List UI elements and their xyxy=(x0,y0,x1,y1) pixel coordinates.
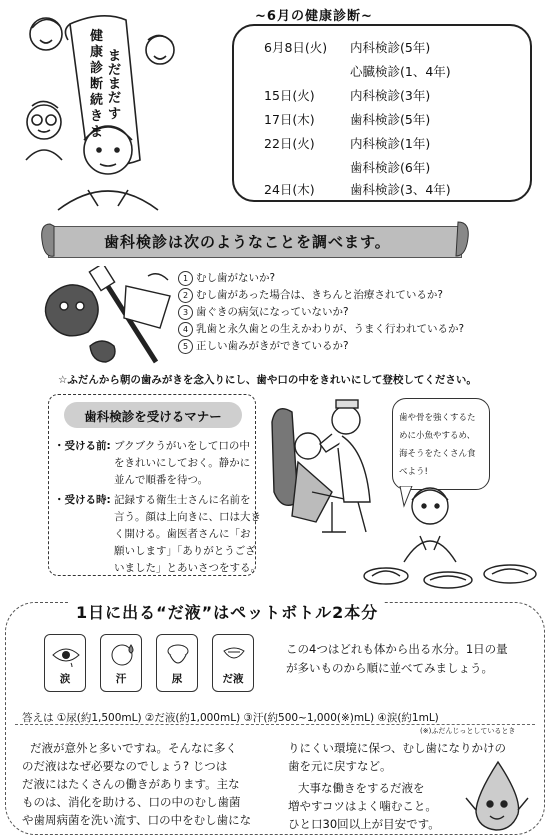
schedule-row: 17日(木) 歯科検診(5年) xyxy=(264,112,431,127)
svg-text:す: す xyxy=(108,107,122,122)
fluid-card-saliva: だ液 xyxy=(212,634,254,692)
saliva-title: 1日に出る“だ液”はペットボトル2本分 xyxy=(70,600,384,623)
manner-during-line: いました」とあいさつをする。 xyxy=(114,562,261,574)
saliva-body-line: だ液にはたくさんの働きがあります。主な xyxy=(22,777,240,791)
saliva-body-line: ものは、消化を助ける、口の中のむし歯菌 xyxy=(22,795,241,809)
dental-check-item: 5 正しい歯みがきができているか? xyxy=(178,338,349,354)
dental-check-item: 3 歯ぐきの病気になっていないか? xyxy=(178,304,349,320)
saliva-drop-character xyxy=(462,758,534,834)
svg-text:ま: ま xyxy=(108,49,122,64)
sweat-icon xyxy=(109,641,135,669)
saliva-body-line: だ液が意外と多いですね。そんなに多く xyxy=(30,741,237,755)
eye-icon xyxy=(51,643,81,667)
saliva-body-line: ひと口30回以上が目安です。 xyxy=(288,817,440,831)
manner-before-line: ブクブクうがいをして口の中 xyxy=(114,440,250,452)
manner-during-line: 願いします」「ありがとうござ xyxy=(114,545,256,557)
schedule-box xyxy=(232,24,532,202)
schedule-row: 22日(火) 内科検診(1年) xyxy=(264,136,431,151)
manner-title-pill xyxy=(64,402,242,428)
manner-before-line: 並んで順番を待つ。 xyxy=(114,474,209,486)
dental-check-item: 1 むし歯がないか? xyxy=(178,270,275,286)
svg-text:ま: ま xyxy=(108,77,122,92)
svg-text:ま: ま xyxy=(90,125,104,140)
manner-title: 歯科検診を受けるマナー xyxy=(84,409,222,424)
manner-during-line: く開ける。歯医者さんに「お xyxy=(114,528,251,540)
toilet-icon xyxy=(165,641,191,669)
answer-divider xyxy=(15,724,535,725)
scroll-end-left-icon xyxy=(40,220,62,260)
june-schedule-title: ~6月の健康診断~ xyxy=(255,9,373,24)
boy-eating-illustration xyxy=(360,480,545,592)
mouth-icon xyxy=(221,641,247,669)
schedule-row: 歯科検診(6年) xyxy=(350,160,431,175)
svg-text:断: 断 xyxy=(90,77,104,92)
saliva-body-line: のだ液はなぜ必要なのでしょう? じつは xyxy=(22,759,228,773)
saliva-answer-note: (※)ふだんじっとしているとき xyxy=(420,727,516,735)
health-check-illustration xyxy=(18,10,228,215)
fluid-card-tears: 涙 xyxy=(44,634,86,692)
speech-bubble: 歯や骨を強くするた めに小魚やするめ、 海そうをたくさん食 べよう! xyxy=(392,398,490,490)
svg-text:き: き xyxy=(90,109,104,124)
germ-toothbrush-illustration xyxy=(30,266,180,366)
dental-heading: 歯科検診は次のようなことを調べます。 xyxy=(104,233,391,251)
dental-heading-banner xyxy=(48,220,468,260)
saliva-answer: 答えは ①尿(約1,500mL) ②だ液(約1,000mL) ③汗(約500~1,000(※)mL) ④涙(約1mL) xyxy=(22,712,439,724)
saliva-body-line: や歯周病菌を洗い流す、口の中をむし歯にな xyxy=(22,813,252,827)
schedule-row: 15日(火) 内科検診(3年) xyxy=(264,88,431,103)
dental-check-item: 2 むし歯があった場合は、きちんと治療されているか? xyxy=(178,287,443,303)
scroll-char-1: 健 xyxy=(90,29,104,44)
saliva-body-line: 大事な働きをするだ液を xyxy=(298,781,425,795)
saliva-body-line: 増やすコツはよく噛むこと。 xyxy=(288,799,437,813)
manner-during-label: ・受ける時: xyxy=(54,494,111,506)
svg-text:だ: だ xyxy=(108,91,122,106)
svg-text:だ: だ xyxy=(108,63,122,78)
scroll-end-right-icon xyxy=(452,220,474,260)
schedule-row: 心臓検診(1、4年) xyxy=(350,64,451,79)
schedule-row: 6月8日(火) 内科検診(5年) xyxy=(264,40,431,55)
schedule-row: 24日(木) 歯科検診(3、4年) xyxy=(264,182,451,197)
manner-before-label: ・受ける前: xyxy=(54,440,111,452)
manner-during-line: 言う。顔は上向きに、口は大き xyxy=(114,511,261,523)
brushing-tip: ☆ふだんから朝の歯みがきを念入りにし、歯や口の中をきれいにして登校してください。 xyxy=(58,374,477,386)
saliva-intro-line: が多いものから順に並べてみましょう。 xyxy=(286,661,493,675)
manner-during-line: 記録する衛生士さんに名前を xyxy=(114,494,251,506)
saliva-body-line: りにくい環境に保つ、むし歯になりかけの xyxy=(288,741,507,755)
svg-text:康: 康 xyxy=(90,45,104,60)
svg-text:続: 続 xyxy=(90,93,104,108)
saliva-body-line: 歯を元に戻すなど。 xyxy=(288,759,392,773)
fluid-card-sweat: 汗 xyxy=(100,634,142,692)
manner-before-line: をきれいにしておく。静かに xyxy=(114,457,251,469)
svg-text:診: 診 xyxy=(90,61,104,76)
fluid-card-urine: 尿 xyxy=(156,634,198,692)
dental-check-item: 4 乳歯と永久歯との生えかわりが、うまく行われているか? xyxy=(178,321,464,337)
saliva-intro-line: この4つはどれも体から出る水分。1日の量 xyxy=(286,642,508,656)
